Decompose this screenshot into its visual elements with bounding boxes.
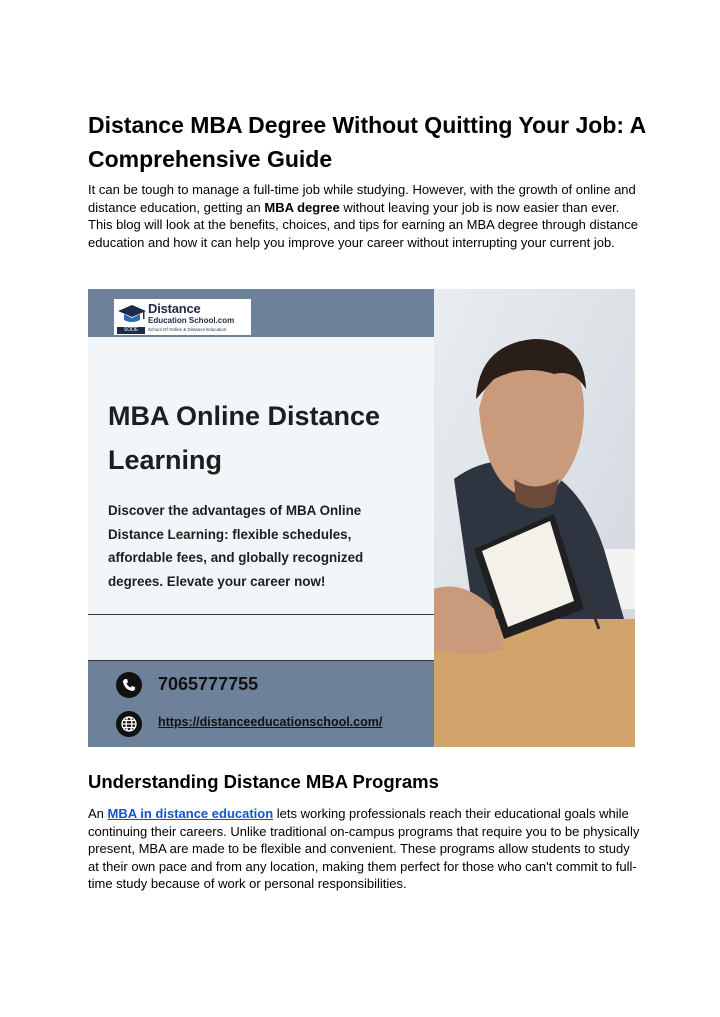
logo (114, 299, 251, 335)
divider (88, 660, 448, 661)
section-heading: Understanding Distance MBA Programs (88, 771, 439, 792)
divider (88, 614, 458, 615)
graduation-cap-icon (117, 302, 147, 326)
intro-text-1: It can be tough to manage a full-time job while studying. However, with the growth of online and distance education, getting an (88, 182, 636, 215)
logo-line1: Distance (148, 301, 201, 316)
intro-paragraph (88, 181, 644, 251)
logo-tagline: School Of Online & Distance Education (148, 327, 227, 332)
intro-text-2: without leaving your job is now easier than ever. This blog will look at the benefits, choices, and tips for earning an MBA degree through distance education and how it can help you improve your career without interrupting your current job. (88, 199, 638, 250)
section-text-2: lets working professionals reach their educational goals while continuing their careers. Unlike traditional on-campus programs that require you to be physically present, MBA are made to be flexible and convenient. These programs allow students to study at their own pace and from any location, making them perfect for those who can't commit to full-time study because of work or personal responsibilities. (88, 806, 640, 892)
website-url: https://distanceeducationschool.com/ (158, 715, 383, 729)
logo-badge: SODE (117, 327, 145, 334)
phone-number: 7065777755 (158, 674, 259, 694)
intro-bold: MBA degree (264, 199, 340, 215)
banner-description: Discover the advantages of MBA Online Distance Learning: flexible schedules, affordable fees, and globally recognized degrees. Elevate your career now! (108, 503, 364, 589)
section-paragraph (88, 805, 644, 893)
banner-image (88, 289, 635, 747)
article-title: Distance MBA Degree Without Quitting Your Job: A Comprehensive Guide (88, 112, 646, 172)
banner-title: MBA Online Distance Learning (108, 401, 381, 475)
globe-icon (116, 711, 142, 737)
section-text-1: An (88, 806, 108, 821)
phone-icon (116, 672, 142, 698)
student-reading-photo (434, 289, 635, 747)
logo-line2: Education School.com (148, 316, 235, 325)
mba-distance-education-link[interactable]: MBA in distance education (107, 806, 274, 821)
